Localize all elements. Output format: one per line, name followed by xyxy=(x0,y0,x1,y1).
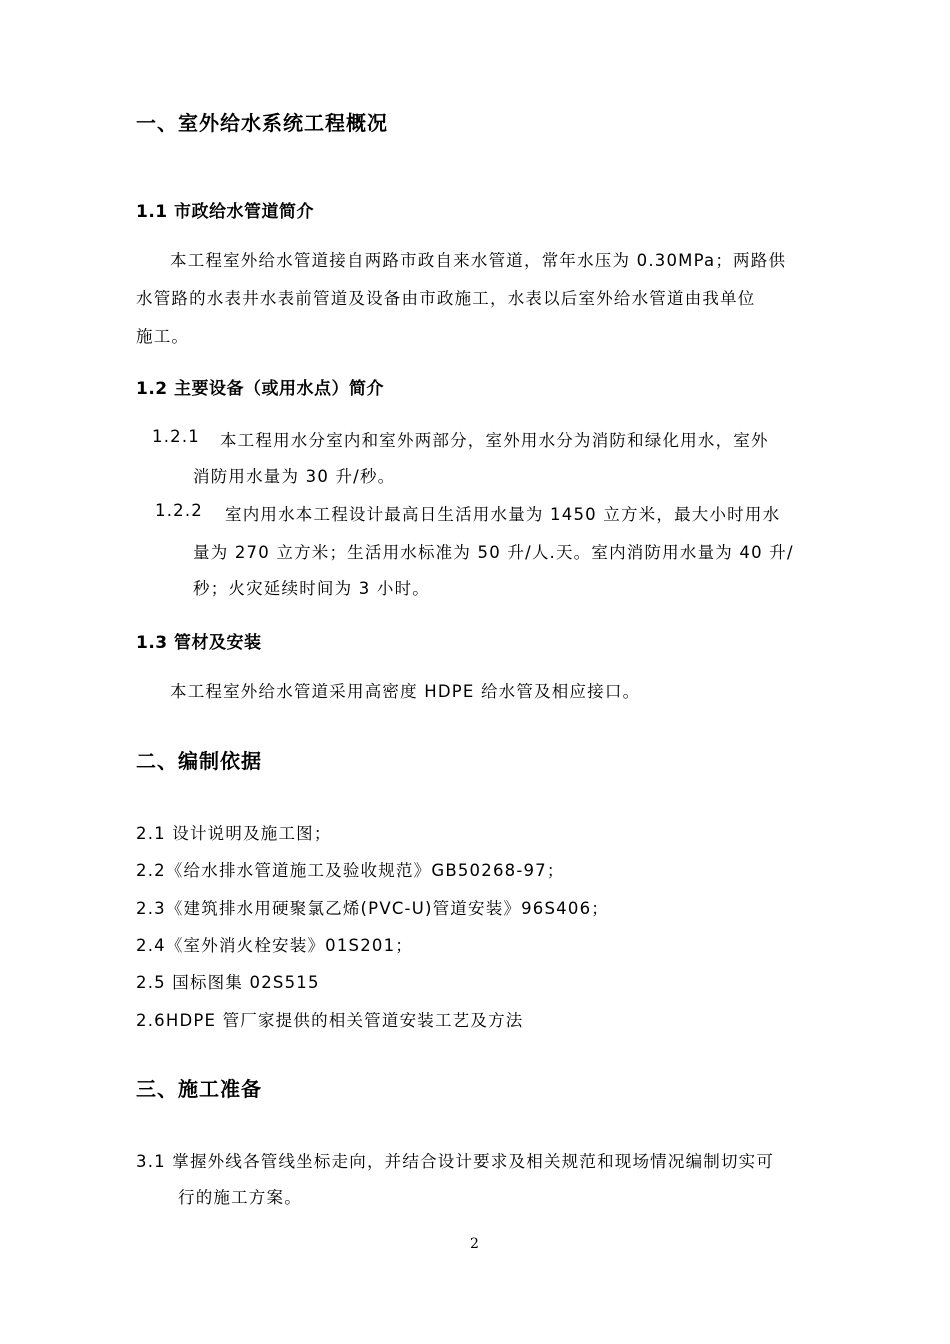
item-number-1-2-2: 1.2.2 xyxy=(155,501,203,520)
item-number-1-2-1: 1.2.1 xyxy=(152,427,200,446)
reference-item: 2.2《给水排水管道施工及验收规范》GB50268-97； xyxy=(136,861,565,880)
item-line: 本工程用水分室内和室外两部分，室外用水分为消防和绿化用水，室外 xyxy=(220,431,769,450)
section-3-heading: 三、施工准备 xyxy=(136,1077,262,1101)
paragraph-line: 施工。 xyxy=(136,327,190,346)
item-line: 消防用水量为 30 升/秒。 xyxy=(193,467,396,486)
item-line: 室内用水本工程设计最高日生活用水量为 1450 立方米，最大小时用水 xyxy=(225,505,781,524)
section-2-heading: 二、编制依据 xyxy=(136,749,262,773)
item-line: 秒；火灾延续时间为 3 小时。 xyxy=(193,579,430,598)
item-line: 量为 270 立方米；生活用水标准为 50 升/人.天。室内消防用水量为 40 升/ xyxy=(193,543,794,562)
reference-item: 2.4《室外消火栓安装》01S201； xyxy=(136,936,414,955)
item-line: 行的施工方案。 xyxy=(178,1188,302,1207)
reference-item: 2.3《建筑排水用硬聚氯乙烯(PVC-U)管道安装》96S406； xyxy=(136,899,609,918)
subsection-1-2-heading: 1.2 主要设备（或用水点）简介 xyxy=(136,379,385,399)
section-1-heading: 一、室外给水系统工程概况 xyxy=(136,111,388,135)
paragraph-line: 水管路的水表井水表前管道及设备由市政施工，水表以后室外给水管道由我单位 xyxy=(136,289,756,308)
page-number: 2 xyxy=(470,1236,479,1252)
subsection-1-1-heading: 1.1 市政给水管道简介 xyxy=(136,202,315,222)
reference-item: 2.5 国标图集 02S515 xyxy=(136,973,320,992)
item-line: 3.1 掌握外线各管线坐标走向，并结合设计要求及相关规范和现场情况编制切实可 xyxy=(136,1152,775,1171)
paragraph-line: 本工程室外给水管道接自两路市政自来水管道，常年水压为 0.30MPa；两路供 xyxy=(170,251,787,270)
reference-item: 2.1 设计说明及施工图； xyxy=(136,824,332,843)
reference-item: 2.6HDPE 管厂家提供的相关管道安装工艺及方法 xyxy=(136,1011,524,1030)
paragraph-line: 本工程室外给水管道采用高密度 HDPE 给水管及相应接口。 xyxy=(170,682,641,701)
subsection-1-3-heading: 1.3 管材及安装 xyxy=(136,633,262,653)
